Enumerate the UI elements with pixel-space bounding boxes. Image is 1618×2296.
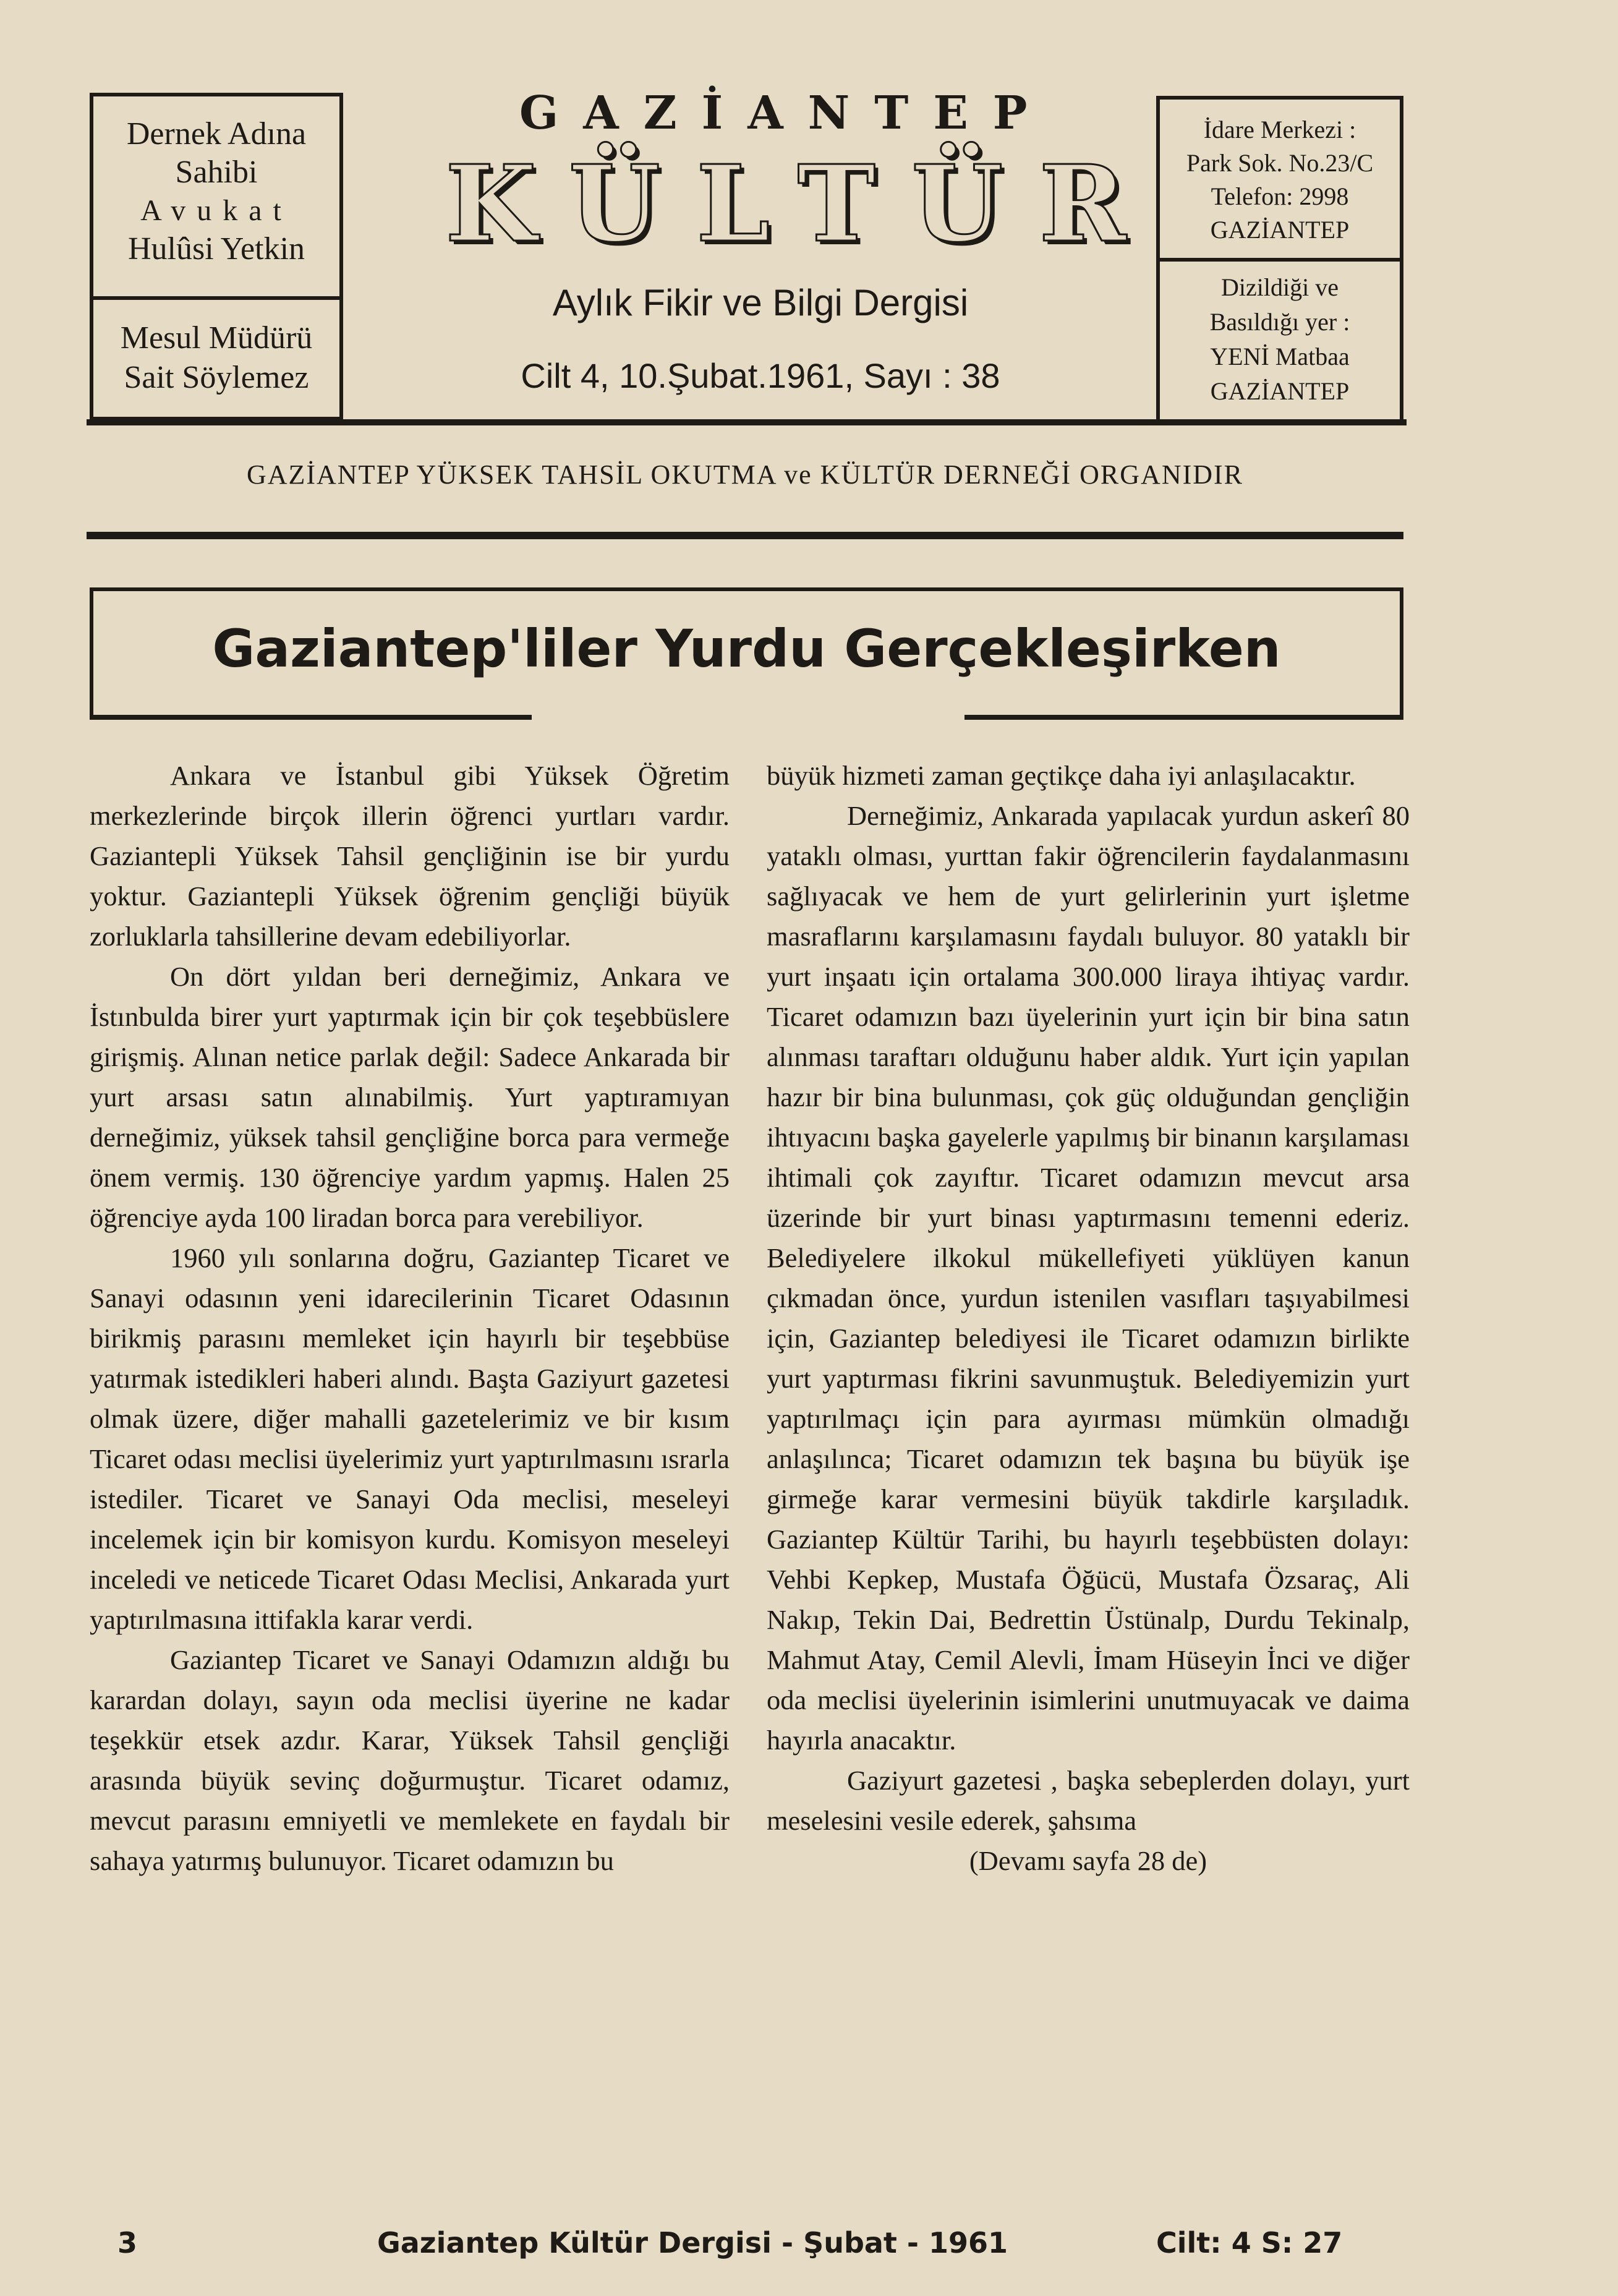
owner-title: Avukat — [140, 194, 292, 227]
issue-info: Cilt 4, 10.Şubat.1961, Sayı : 38 — [521, 356, 1000, 395]
article-headline: Gaziantep'liler Yurdu Gerçekleşirken — [212, 618, 1281, 679]
owner-name: Hulûsi Yetkin — [127, 231, 305, 267]
masthead-title-small: GAZİANTEP — [519, 87, 1052, 140]
left-paragraph-3: 1960 yılı sonlarına doğru, Gaziantep Ticaret ve Sanayi odasının yeni idarecilerinin Ticaret Odasının birikmiş parasını memleket için hayırlı bir teşebbüse yatırmak istedikleri haberi alındı. Başta Gaziyurt gazetesi olmak üzere, diğer mahalli gazetelerimiz ve bir kısım Ticaret odası meclisi üyelerimiz yurt yaptırılmasını ısrarla istediler. Ticaret ve Sanayi Oda meclisi, meseleyi incelemek için bir komisyon kurdu. Komisyon meseleyi inceledi ve neticede Ticaret Odası Meclisi, Ankarada yurt yaptırılmasına ittifakla karar verdi. — [90, 1242, 730, 1635]
headline-underline-left — [90, 715, 532, 720]
right-paragraph-1: Derneğimiz, Ankarada yapılacak yurdun askerî 80 yataklı olması, yurttan fakir öğrencilerin faydalanmasını sağlıyacak ve hem de yurt gelirlerinin yurt işletme masraflarını karşılamasını faydalı buluyor. 80 yataklı bir yurt inşaatı için ortalama 300.000 liraya ihtiyaç vardır. Ticaret odamızın bazı üyelerinin yurt için bir bina satın alınması taraftarı olduğunu haber aldık. Yurt için yapılan hazır bir bina bulunması, çok güç olduğundan gençliğin ihtıyacını başka gayelerle yapılmış bir binanın karşılaması ihtimali çok zayıftır. Ticaret odamızın mevcut arsa üzerinde bir yurt binası yaptırmasını temenni ederiz. Belediyelere ilkokul mükellefiyeti yüklüyen kanun çıkmadan önce, yurdun istenilen vasıfları taşıyabilmesi için, Gaziantep belediyesi ile Ticaret odamızın birlikte yurt yaptırması fikrini savunmuştuk. Belediyemizin yurt yaptırılmaçı için para ayırması mümkün olmadığı anlaşılınca; Ticaret odamızın tek başına bu büyük işe girmeğe karar vermesini büyük takdirle karşıladık. Gaziantep Kültür Tarihi, bu hayırlı teşebbüsten dolayı: Vehbi Kepkep, Mustafa Öğücü, Mustafa Özsaraç, Ali Nakıp, Tekin Dai, Bedrettin Üstünalp, Durdu Tekinalp, Mahmut Atay, Cemil Alevli, İmam Hüseyin İnci ve diğer oda meclisi üyelerinin isimlerini unutmuyacak ve daima hayırla anacaktır. — [767, 800, 1410, 1756]
office-box — [1156, 96, 1403, 262]
printer-box — [1156, 262, 1403, 424]
masthead-subtitle: Aylık Fikir ve Bilgi Dergisi — [552, 282, 969, 323]
printer-city: GAZİANTEP — [1210, 377, 1350, 405]
office-label: İdare Merkezi : — [1203, 116, 1356, 143]
printer-name: YENİ Matbaa — [1210, 343, 1350, 370]
masthead-title-big: KÜLTÜR — [445, 142, 1162, 266]
continued-note: (Devamı sayfa 28 de) — [969, 1845, 1207, 1876]
footer-page-number: 3 — [117, 2226, 138, 2260]
owner-label-2: Sahibi — [175, 155, 258, 190]
right-paragraph-continued: büyük hizmeti zaman geçtikçe daha iyi anlaşılacaktır. — [767, 760, 1356, 791]
left-paragraph-4: Gaziantep Ticaret ve Sanayi Odamızın aldığı bu karardan dolayı, sayın oda meclisi üyerine ne kadar teşekkür etsek azdır. Karar, Yüksek Tahsil gençliği arasında büyük sevinç doğurmuştur. Ticaret odamız, mevcut parasını emniyetli ve memlekete en faydalı bir sahaya yatırmış bulunuyor. Ticaret odamızın bu — [90, 1644, 730, 1876]
organ-line: GAZİANTEP YÜKSEK TAHSİL OKUTMA ve KÜLTÜR DERNEĞİ ORGANIDIR — [246, 459, 1244, 490]
editor-box — [90, 300, 343, 420]
organ-bottom-rule — [87, 532, 1403, 539]
office-phone: Telefon: 2998 — [1211, 182, 1349, 210]
printer-label-1: Dizildiği ve — [1221, 273, 1339, 301]
headline-underline-right — [964, 715, 1403, 720]
left-paragraph-2: On dört yıldan beri derneğimiz, Ankara ve İstınbulda birer yurt yaptırmak için bir çok teşebbüslere girişmiş. Alınan netice parlak değil: Sadece Ankarada bir yurt arsası satın alınabilmiş. Yurt yaptıramıyan derneğimiz, yüksek tahsil gençliğine borca para vermeğe önem vermiş. 130 öğrenciye yardım yapmış. Halen 25 öğrenciye ayda 100 liradan borca para verebiliyor. — [90, 961, 730, 1233]
footer-publication: Gaziantep Kültür Dergisi - Şubat - 1961 — [377, 2226, 1008, 2260]
footer-volume: Cilt: 4 S: 27 — [1156, 2226, 1343, 2260]
editor-label: Mesul Müdürü — [120, 320, 313, 356]
article-right-column — [767, 756, 1410, 1881]
article-left-column — [90, 756, 730, 1881]
editor-name: Sait Söylemez — [124, 360, 309, 395]
office-address: Park Sok. No.23/C — [1186, 149, 1374, 177]
left-paragraph-1: Ankara ve İstanbul gibi Yüksek Öğretim merkezlerinde birçok illerin öğrenci yurtları vardır. Gaziantepli Yüksek Tahsil gençliğinin ise bir yurdu yoktur. Gaziantepli Yüksek öğrenim gençliği büyük zorluklarla tahsillerine devam edebiliyorlar. — [90, 760, 730, 952]
owner-label-1: Dernek Adına — [126, 116, 307, 152]
owner-box — [90, 93, 343, 300]
masthead-bottom-rule — [87, 419, 1407, 425]
printer-label-2: Basıldığı yer : — [1209, 308, 1350, 336]
right-paragraph-2: Gaziyurt gazetesi , başka sebeplerden dolayı, yurt meselesini vesile ederek, şahsıma — [767, 1765, 1410, 1836]
office-city: GAZİANTEP — [1210, 216, 1350, 244]
